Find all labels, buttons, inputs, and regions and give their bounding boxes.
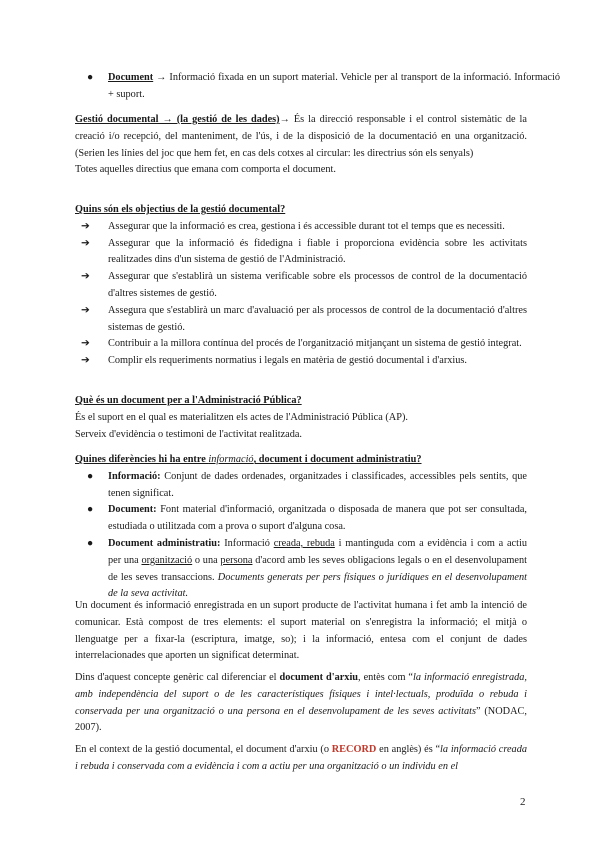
gestio-text: És la direcció responsable i el control sistemàtic de la creació i/o recepció, del manteniment, de l'ús, i de la disposició de la documentació en una organització. (Serien les línies del joc que hem fet, en cas dels cotxes al circular: les directrius són els senyals) — [75, 114, 527, 159]
arrow-icon: → — [156, 72, 167, 83]
document-term: Document — [108, 72, 154, 83]
document-definition — [75, 70, 560, 104]
document-administratiu-item: ● Document administratiu: Informació creada, rebuda i mantinguda com a evidència i com a actiu per una organització o una persona d'acord amb les seves obligacions legals o en el desenvolupament de les seves transaccions. Documents generats per pers físiques o jurídiques en el desenvolupament de la seva activitat. — [87, 537, 527, 600]
paragraph-document: Un document és informació enregistrada en un suport producte de l'activitat humana i fet amb la intenció de comunicar. Està compost de tres elements: el suport material on s'enregistra la informació; el mitjà o llenguatge per a fixar-la (escriptura, imatge, so); i la informació, entesa com el conjunt de dades interrelacionades que aporten un significat determinat. — [75, 600, 527, 662]
objectius-item: ➔ Complir els requeriments normatius i legals en matèria de gestió documental i d'arxius. — [75, 353, 527, 370]
objectius-section — [75, 202, 527, 370]
objectius-item: ➔ Assegurar que la informació és fidedigna i fiable i proporciona evidència sobre les activitats realitzades dins d'un sistema de gestió de l'Administració. — [81, 237, 527, 266]
diferencies-heading: Quines diferències hi ha entre informació, document i document administratiu? — [75, 454, 422, 465]
arrow-icon: ➔ — [81, 271, 90, 283]
document-text: Informació fixada en un suport material. Vehicle per al transport de la informació. Informació + suport. — [108, 72, 560, 100]
admin-doc-section — [75, 393, 527, 443]
arrow-icon: → — [279, 114, 290, 125]
objectius-item: ➔ Contribuir a la millora contínua del procés de l'organització mitjançant un sistema de gestió integrat. — [75, 336, 527, 353]
gestio-term: Gestió documental → (la gestió de les dades) — [75, 114, 280, 125]
objectius-item: ➔ Assegurar que s'establirà un sistema verificable sobre els processos de control de la documentació d'altres sistemes de gestió. — [81, 271, 527, 299]
bullet-icon: ● — [87, 504, 94, 516]
diferencies-section — [75, 452, 527, 603]
admin-doc-line1: És el suport en el qual es materialitzen els actes de l'Administració Pública (AP). — [75, 411, 408, 423]
gestio-paragraph — [75, 112, 527, 162]
paragraph-record: En el context de la gestió documental, el document d'arxiu (o RECORD en anglès) és “la informació creada i rebuda i conservada com a evidència i com a actiu per una organització o un individu en el — [75, 744, 527, 772]
document-item: ● Document: Font material d'informació, organitzada o disposada de manera que pot ser consultada, estudiada o utilitzada com a prova o suport d'alguna cosa. — [87, 504, 527, 533]
arrow-icon: ➔ — [81, 338, 90, 350]
page-number: 2 — [520, 796, 526, 808]
arrow-icon: ➔ — [81, 220, 90, 232]
objectius-item: ➔ Assegurar que la informació es crea, gestiona i és accessible durant tot el temps que es necessiti. — [75, 219, 527, 236]
informacio-item: ● Informació: Conjunt de dades ordenades, organitzades i classificades, accessibles pels sentits, que tenen significat. — [87, 470, 527, 499]
objectius-item: ➔ Assegura que s'establirà un marc d'avaluació per als processos de control de la documentació d'altres sistemas de gestió. — [81, 304, 527, 333]
objectius-heading: Quins són els objectius de la gestió documental? — [75, 204, 286, 215]
arrow-icon: ➔ — [81, 237, 90, 249]
bullet-icon: ● — [87, 470, 94, 482]
arrow-icon: ➔ — [81, 355, 90, 367]
record-highlight: RECORD — [331, 744, 377, 755]
arrow-icon: ➔ — [81, 304, 90, 316]
bullet-icon: ● — [87, 72, 94, 83]
gestio-line2: Totes aquelles directius que emana com comporta el document. — [75, 164, 336, 176]
bullet-icon: ● — [87, 537, 94, 549]
paragraph-document-arxiu: Dins d'aquest concepte genèric cal diferenciar el document d'arxiu, entès com “la informació enregistrada, amb independència del suport o de les característiques físiques i intel·lectuals, produïda o rebuda i conservada per una organització o una persona en el desenvolupament de les seves activitats” (NODAC, 2007). — [75, 672, 527, 734]
admin-doc-heading: Què és un document per a l'Administració Pública? — [75, 395, 302, 406]
admin-doc-line2: Serveix d'evidència o testimoni de l'activitat realitzada. — [75, 428, 303, 440]
gestio-section — [75, 112, 527, 179]
